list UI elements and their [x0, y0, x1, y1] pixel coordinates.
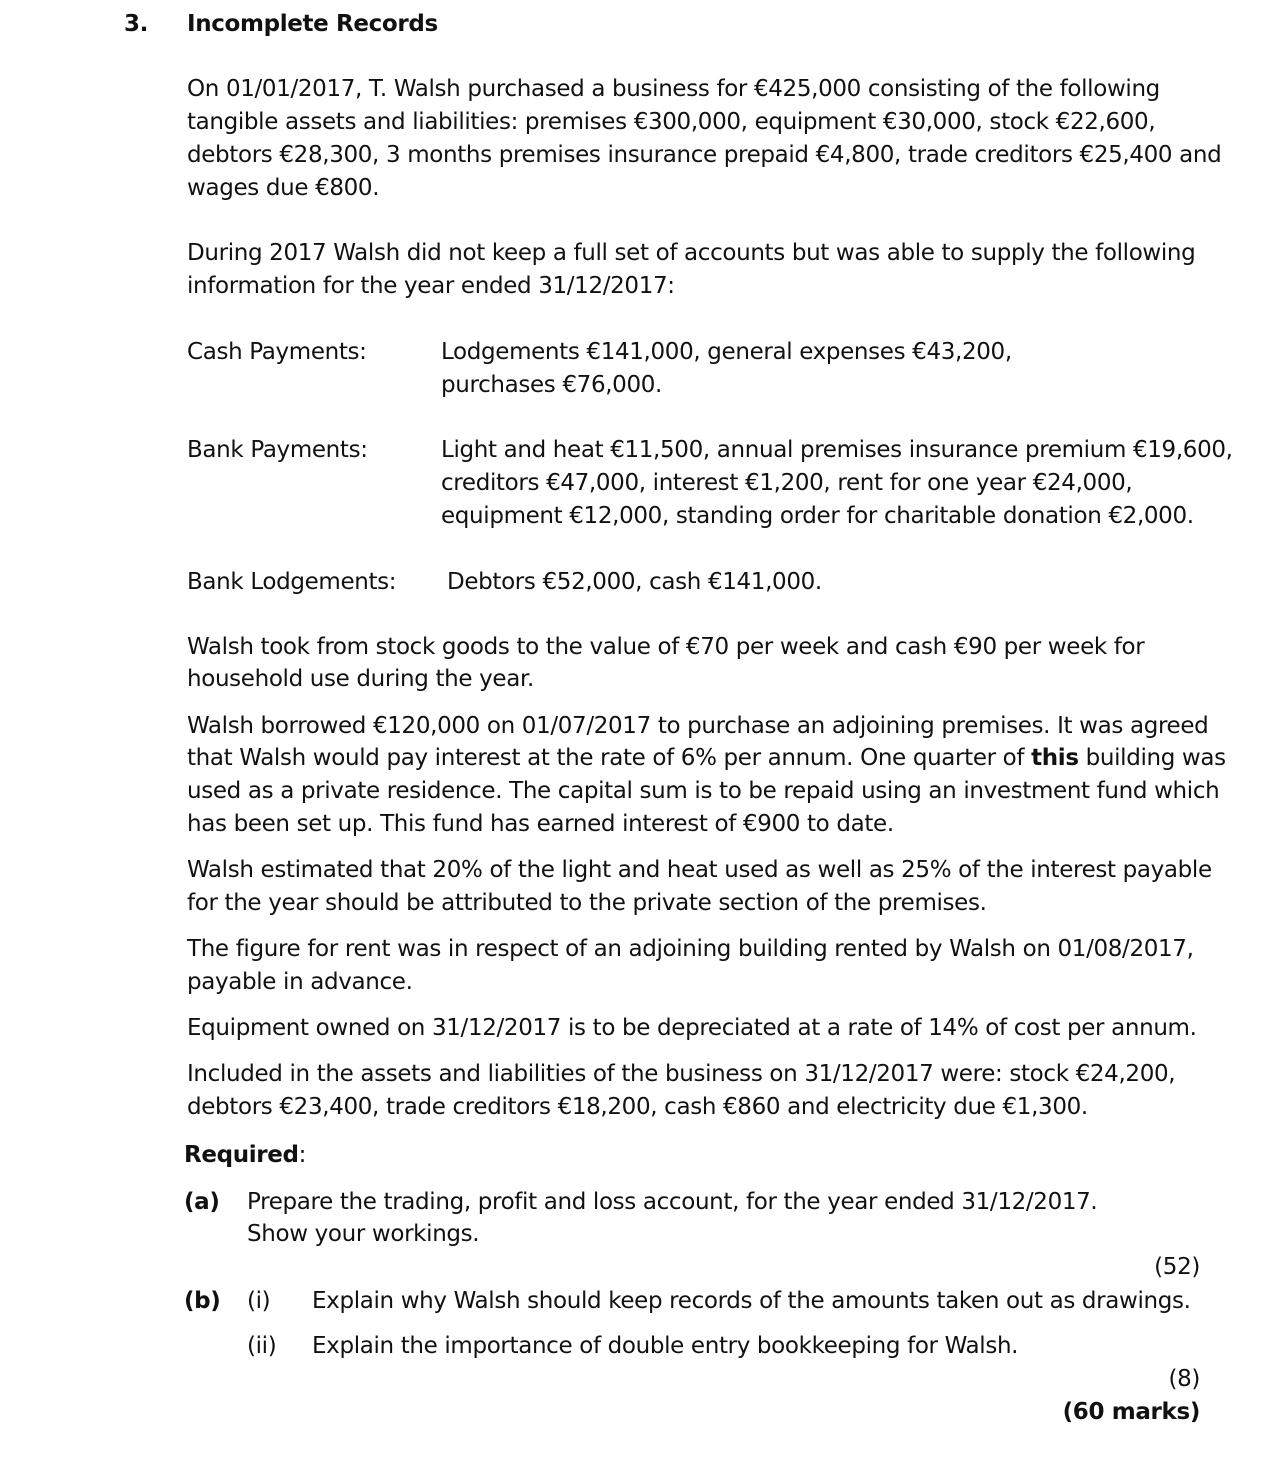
during-line: During 2017 Walsh did not keep a full set of accounts but was able to supply the following: [187, 240, 1196, 266]
bank-lodgements-label: Bank Lodgements:: [187, 569, 397, 595]
estimate-line: Walsh estimated that 20% of the light and heat used as well as 25% of the interest payable: [187, 857, 1212, 883]
stock-drawings-line: Walsh took from stock goods to the value of €70 per week and cash €90 per week for: [187, 634, 1145, 660]
included-line: debtors €23,400, trade creditors €18,200, cash €860 and electricity due €1,300.: [187, 1094, 1088, 1120]
loan-emphasis: this: [1031, 745, 1079, 771]
question-number: 3.: [124, 11, 149, 37]
rent-line: The figure for rent was in respect of an adjoining building rented by Walsh on 01/08/2017,: [187, 936, 1194, 962]
part-b-item-text: Explain the importance of double entry bookkeeping for Walsh.: [312, 1333, 1019, 1359]
part-a-label: (a): [184, 1189, 220, 1215]
stock-drawings-line: household use during the year.: [187, 666, 534, 692]
loan-text: that Walsh would pay interest at the rate of 6% per annum. One quarter of: [187, 745, 1032, 771]
cash-payments-line: Lodgements €141,000, general expenses €43,200,: [441, 339, 1012, 365]
estimate-line: for the year should be attributed to the private section of the premises.: [187, 890, 987, 916]
part-b-numeral: (ii): [247, 1333, 277, 1359]
required-label: Required: [184, 1142, 299, 1168]
bank-payments-line: equipment €12,000, standing order for charitable donation €2,000.: [441, 503, 1194, 529]
required-heading: [184, 1139, 306, 1172]
intro-line: wages due €800.: [187, 175, 380, 201]
cash-payments-line: purchases €76,000.: [441, 372, 662, 398]
part-a-line: Prepare the trading, profit and loss account, for the year ended 31/12/2017.: [247, 1189, 1098, 1215]
part-a-marks: (52): [1154, 1254, 1200, 1280]
part-b-item-text: Explain why Walsh should keep records of the amounts taken out as drawings.: [312, 1288, 1191, 1314]
bank-payments-line: Light and heat €11,500, annual premises insurance premium €19,600,: [441, 437, 1233, 463]
equipment-line: Equipment owned on 31/12/2017 is to be depreciated at a rate of 14% of cost per annum.: [187, 1015, 1197, 1041]
part-b-numeral: (i): [247, 1288, 271, 1314]
cash-payments-label: Cash Payments:: [187, 339, 367, 365]
intro-line: On 01/01/2017, T. Walsh purchased a business for €425,000 consisting of the following: [187, 76, 1160, 102]
required-colon: :: [298, 1142, 307, 1168]
loan-line: [187, 742, 1226, 775]
loan-line: has been set up. This fund has earned interest of €900 to date.: [187, 811, 894, 837]
part-b-marks: (8): [1168, 1366, 1200, 1392]
bank-payments-line: creditors €47,000, interest €1,200, rent for one year €24,000,: [441, 470, 1133, 496]
total-marks: (60 marks): [1062, 1399, 1200, 1425]
during-line: information for the year ended 31/12/2017:: [187, 273, 675, 299]
intro-line: debtors €28,300, 3 months premises insurance prepaid €4,800, trade creditors €25,400 and: [187, 142, 1222, 168]
intro-line: tangible assets and liabilities: premises €300,000, equipment €30,000, stock €22,600,: [187, 109, 1156, 135]
included-line: Included in the assets and liabilities of the business on 31/12/2017 were: stock €24,200,: [187, 1061, 1176, 1087]
question-title: Incomplete Records: [187, 11, 438, 37]
loan-text: building was: [1078, 745, 1226, 771]
loan-line: used as a private residence. The capital sum is to be repaid using an investment fund which: [187, 778, 1220, 804]
bank-payments-label: Bank Payments:: [187, 437, 368, 463]
part-b-label: (b): [184, 1288, 221, 1314]
bank-lodgements-text: Debtors €52,000, cash €141,000.: [447, 569, 822, 595]
part-a-line: Show your workings.: [247, 1221, 480, 1247]
loan-line: Walsh borrowed €120,000 on 01/07/2017 to purchase an adjoining premises. It was agreed: [187, 713, 1209, 739]
rent-line: payable in advance.: [187, 969, 413, 995]
